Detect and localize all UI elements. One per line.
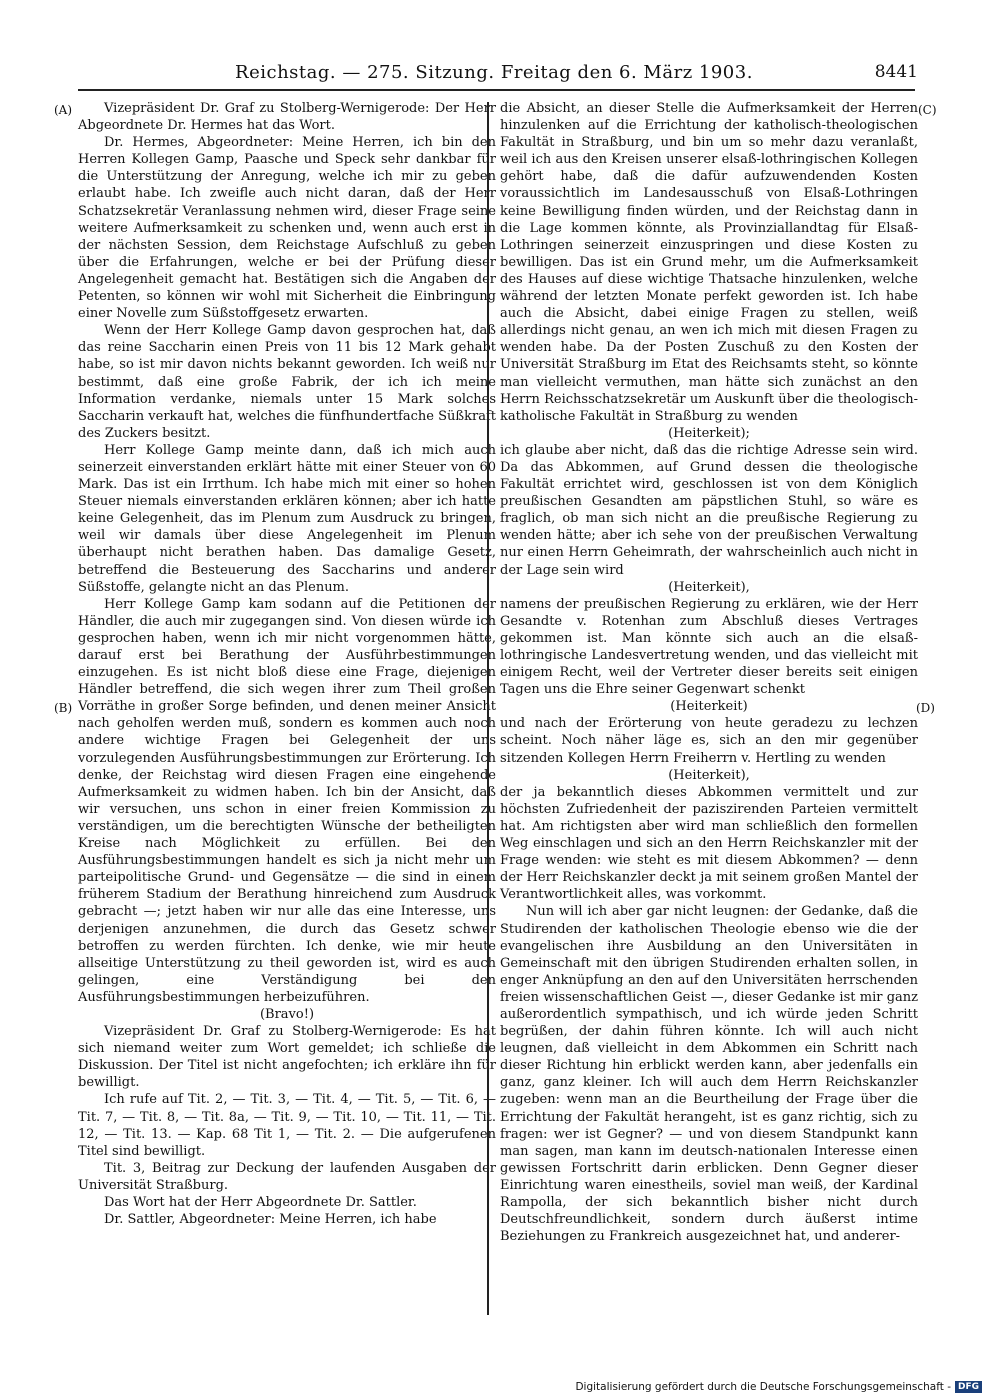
- margin-mark-a: (A): [54, 103, 73, 117]
- paragraph: Dr. Sattler, Abgeordneter: Meine Herren, ich habe: [104, 1212, 437, 1228]
- page-header: [78, 58, 918, 86]
- dfg-logo: DFG: [955, 1381, 982, 1393]
- paragraph: Tit. 3, Beitrag zur Deckung der laufenden Ausgaben der Universität Straßburg.: [78, 1160, 496, 1193]
- header-rule: [78, 89, 915, 91]
- paragraph: Das Wort hat der Herr Abgeordnete Dr. Sattler.: [104, 1195, 417, 1210]
- paragraph: Ich rufe auf Tit. 2, — Tit. 3, — Tit. 4, — Tit. 5, — Tit. 6, — Tit. 7, — Tit. 8, — Tit. 8a, — Tit. 9, — Tit. 10, — Tit. 11, — Tit. 12, — Tit. 13. — Kap. 68 Tit 1, — Tit. 2. — Die aufgerufenen Titel sind bewilligt.: [78, 1092, 496, 1159]
- paragraph: Wenn der Herr Kollege Gamp davon gesprochen hat, daß das reine Saccharin einen Preis von 11 bis 12 Mark gehabt habe, so ist mir davon nichts bekannt geworden. Ich weiß nur bestimmt, daß eine große Fabrik, der ich ich meine Information verdanke, niemals unter 15 Mark solches Saccharin verkauft hat, welches die fünfhundertfache Süßkraft des Zuckers besitzt.: [78, 323, 496, 441]
- paragraph: der ja bekanntlich dieses Abkommen vermittelt und zur höchsten Zufriedenheit der paziszirenden Parteien vermittelt hat. Am richtigsten aber wird man schließlich den formellen Weg einschlagen und sich an den Herrn Reichskanzler mit der Frage wenden: wie steht es mit diesem Abkommen? — denn der Herr Reichskanzler deckt ja mit seinem großen Mantel der Verantwortlichkeit alles, was vorkommt.: [500, 784, 918, 903]
- paragraph: Vizepräsident Dr. Graf zu Stolberg-Wernigerode: Der Herr Abgeordnete Dr. Hermes hat das Wort.: [78, 101, 496, 134]
- paragraph: Herr Kollege Gamp meinte dann, daß ich mich auch seinerzeit einverstanden erklärt hätte mit einer Steuer von 60 Mark. Das ist ein Irrthum. Ich habe mich mit einer so hohen Steuer niemals einverstanden erklären können; aber ich hatte keine Gelegenheit, das im Plenum zum Ausdruck zu bringen, weil wir damals über diese Angelegenheit im Plenum überhaupt nicht berathen haben. Das damalige Gesetz, betreffend die Besteuerung des Saccharins und anderer Süßstoffe, gelangte nicht an das Plenum.: [78, 442, 496, 595]
- interjection: (Bravo!): [259, 1006, 315, 1022]
- interjection: (Heiterkeit),: [668, 579, 750, 595]
- page-header-title: Reichstag. — 275. Sitzung. Freitag den 6. März 1903.: [235, 62, 753, 83]
- paragraph: Herr Kollege Gamp kam sodann auf die Petitionen der Händler, die auch mir zugegangen sind. Von diesen würde ich gesprochen haben, wenn ich mir nicht vorgenommen hätte, darauf erst bei Berathung der Ausführbestimmungen einzugehen. Es ist nicht bloß diese eine Frage, diejenigen Händler betreffend, die sich wegen ihrer zum Theil großen Vorräthe in großer Sorge befinden, und denen meiner Ansicht nach geholfen werden muß, sondern es kommen auch noch andere wichtige Fragen bei Gelegenheit der uns vorzulegenden Ausführungsbestimmungen zur Erörterung. Ich denke, der Reichstag wird diesen Fragen eine eingehende Aufmerksamkeit zu widmen haben. Ich bin der Ansicht, daß wir versuchen, uns schon in einer freien Kommission zu verständigen, um die berechtigten Wünsche der betheiligten Kreise nach Möglichkeit zu erfüllen. Bei den Ausführungsbestimmungen handelt es sich ja nicht mehr um parteipolitische Grund- und Gegensätze — die sind in einem früherem Stadium der Berathung hinreichend zum Ausdruck gebracht —; jetzt haben wir nur alle das eine Interesse, uns derjenigen anzunehmen, die durch das Gesetz schwer betroffen zu werden fürchten. Ich denke, wie mir heute allseitige Unterstützung zu theil geworden ist, wird es auch gelingen, eine Verständigung bei den Ausführungsbestimmungen herbeizuführen.: [78, 596, 496, 1005]
- interjection: (Heiterkeit),: [668, 767, 750, 783]
- margin-mark-c: (C): [918, 103, 937, 117]
- footer: [575, 1380, 982, 1394]
- margin-mark-d: (D): [916, 701, 935, 715]
- page-number: 8441: [874, 62, 918, 82]
- interjection: (Heiterkeit);: [668, 425, 750, 441]
- left-column: [78, 100, 496, 1228]
- footer-text: Digitalisierung gefördert durch die Deutsche Forschungsgemeinschaft -: [575, 1381, 951, 1393]
- margin-mark-b: (B): [54, 701, 73, 715]
- paragraph: Dr. Hermes, Abgeordneter: Meine Herren, ich bin den Herren Kollegen Gamp, Paasche und Speck sehr dankbar für die Unterstützung der Anregung, welche ich mir zu geben erlaubt habe. Ich zweifle auch nicht daran, daß der Herr Schatzsekretär Veranlassung nehmen wird, dieser Frage seine weitere Aufmerksamkeit zu schenken und, wenn auch erst in der nächsten Session, dem Reichstage Aufschluß zu geben über die Erfahrungen, welche er bei der Prüfung dieser Angelegenheit gemacht hat. Bestätigen sich die Angaben der Petenten, so können wir wohl mit Sicherheit die Einbringung einer Novelle zum Süßstoffgesetz erwarten.: [78, 135, 496, 322]
- interjection: (Heiterkeit): [670, 699, 748, 715]
- paragraph: Nun will ich aber gar nicht leugnen: der Gedanke, daß die Studirenden der katholischen Theologie ebenso wie die der evangelischen ihre Ausbildung an den Universitäten in Gemeinschaft mit den übrigen Studirenden erhalten sollen, in enger Anknüpfung an den auf den Universitäten herrschenden freien wissenschaftlichen Geist —, dieser Gedanke ist mir ganz außerordentlich sympathisch, und ich würde jeden Schritt begrüßen, der dahin führen könnte. Ich will auch nicht leugnen, daß vielleicht in dem Abkommen ein Schritt nach dieser Richtung hin erblickt werden kann, aber jedenfalls ein ganz, ganz kleiner. Ich will auch dem Herrn Reichskanzler zugeben: wenn man an die Beurtheilung der Frage über die Errichtung der Fakultät herangeht, ist es ganz richtig, sich zu fragen: wer ist Gegner? — und von diesem Standpunkt kann man sagen, man kann im deutsch-nationalen Interesse einen gewissen Fortschritt darin erblicken. Denn Gegner dieser Einrichtung waren einestheils, soviel man weiß, der Kardinal Rampolla, der sich bekanntlich bisher nicht durch Deutschfreundlichkeit, sondern durch äußerst intime Beziehungen zu Frankreich ausgezeichnet hat, und anderer-: [500, 904, 918, 1245]
- paragraph: Vizepräsident Dr. Graf zu Stolberg-Wernigerode: Es hat sich niemand weiter zum Wort gemeldet; ich schließe die Diskussion. Der Titel ist nicht angefochten; ich erkläre ihn für bewilligt.: [78, 1024, 496, 1091]
- paragraph: und nach der Erörterung von heute geradezu zu lechzen scheint. Noch näher läge es, sich an den mir gegenüber sitzenden Kollegen Herrn Freiherrn v. Hertling zu wenden: [500, 716, 918, 766]
- paragraph: namens der preußischen Regierung zu erklären, wie der Herr Gesandte v. Rotenhan zum Abschluß dieses Vertrages gekommen ist. Man könnte sich auch an die elsaß-lothringische Landesvertretung wenden, und das vielleicht mit einigem Recht, weil der Vertreter dieser bereits seit einigen Tagen uns die Ehre seiner Gegenwart schenkt: [500, 596, 918, 698]
- column-divider: [487, 102, 489, 1315]
- right-column: [500, 100, 918, 1245]
- paragraph: die Absicht, an dieser Stelle die Aufmerksamkeit der Herren hinzulenken auf die Errichtung der katholisch-theologischen Fakultät in Straßburg, und bin um so mehr dazu veranlaßt, weil ich aus den Kreisen unserer elsaß-lothringischen Kollegen gehört habe, daß die dafür aufzuwendenden Kosten voraussichtlich im Landesausschuß von Elsaß-Lothringen keine Bewilligung finden würden, und der Reichstag dann in die Lage kommen könnte, als Provinziallandtag für Elsaß-Lothringen seinerzeit einzuspringen und diese Kosten zu bewilligen. Das ist ein Grund mehr, um die Aufmerksamkeit des Hauses auf diese wichtige Thatsache hinzulenken, welche während der letzten Monate perfekt geworden ist. Ich habe auch die Absicht, dabei einige Fragen zu stellen, weiß allerdings nicht genau, an wen ich mich mit diesen Fragen zu wenden habe. Da der Posten Zuschuß zu den Kosten der Universität Straßburg im Etat des Reichsamts steht, so könnte man vielleicht vermuthen, man hätte sich zunächst an den Herrn Reichsschatzsekretär um Auskunft über die theologisch-katholische Fakultät in Straßburg zu wenden: [500, 101, 918, 424]
- paragraph: ich glaube aber nicht, daß das die richtige Adresse sein wird. Da das Abkommen, auf Grund dessen die theologische Fakultät errichtet wird, geschlossen ist von dem Königlich preußischen Gesandten am päpstlichen Stuhl, so wäre es fraglich, ob man sich nicht an die preußische Regierung zu wenden hätte; aber ich sehe von der preußischen Verwaltung nur einen Herrn Geheimrath, der wahrscheinlich auch nicht in der Lage sein wird: [500, 442, 918, 578]
